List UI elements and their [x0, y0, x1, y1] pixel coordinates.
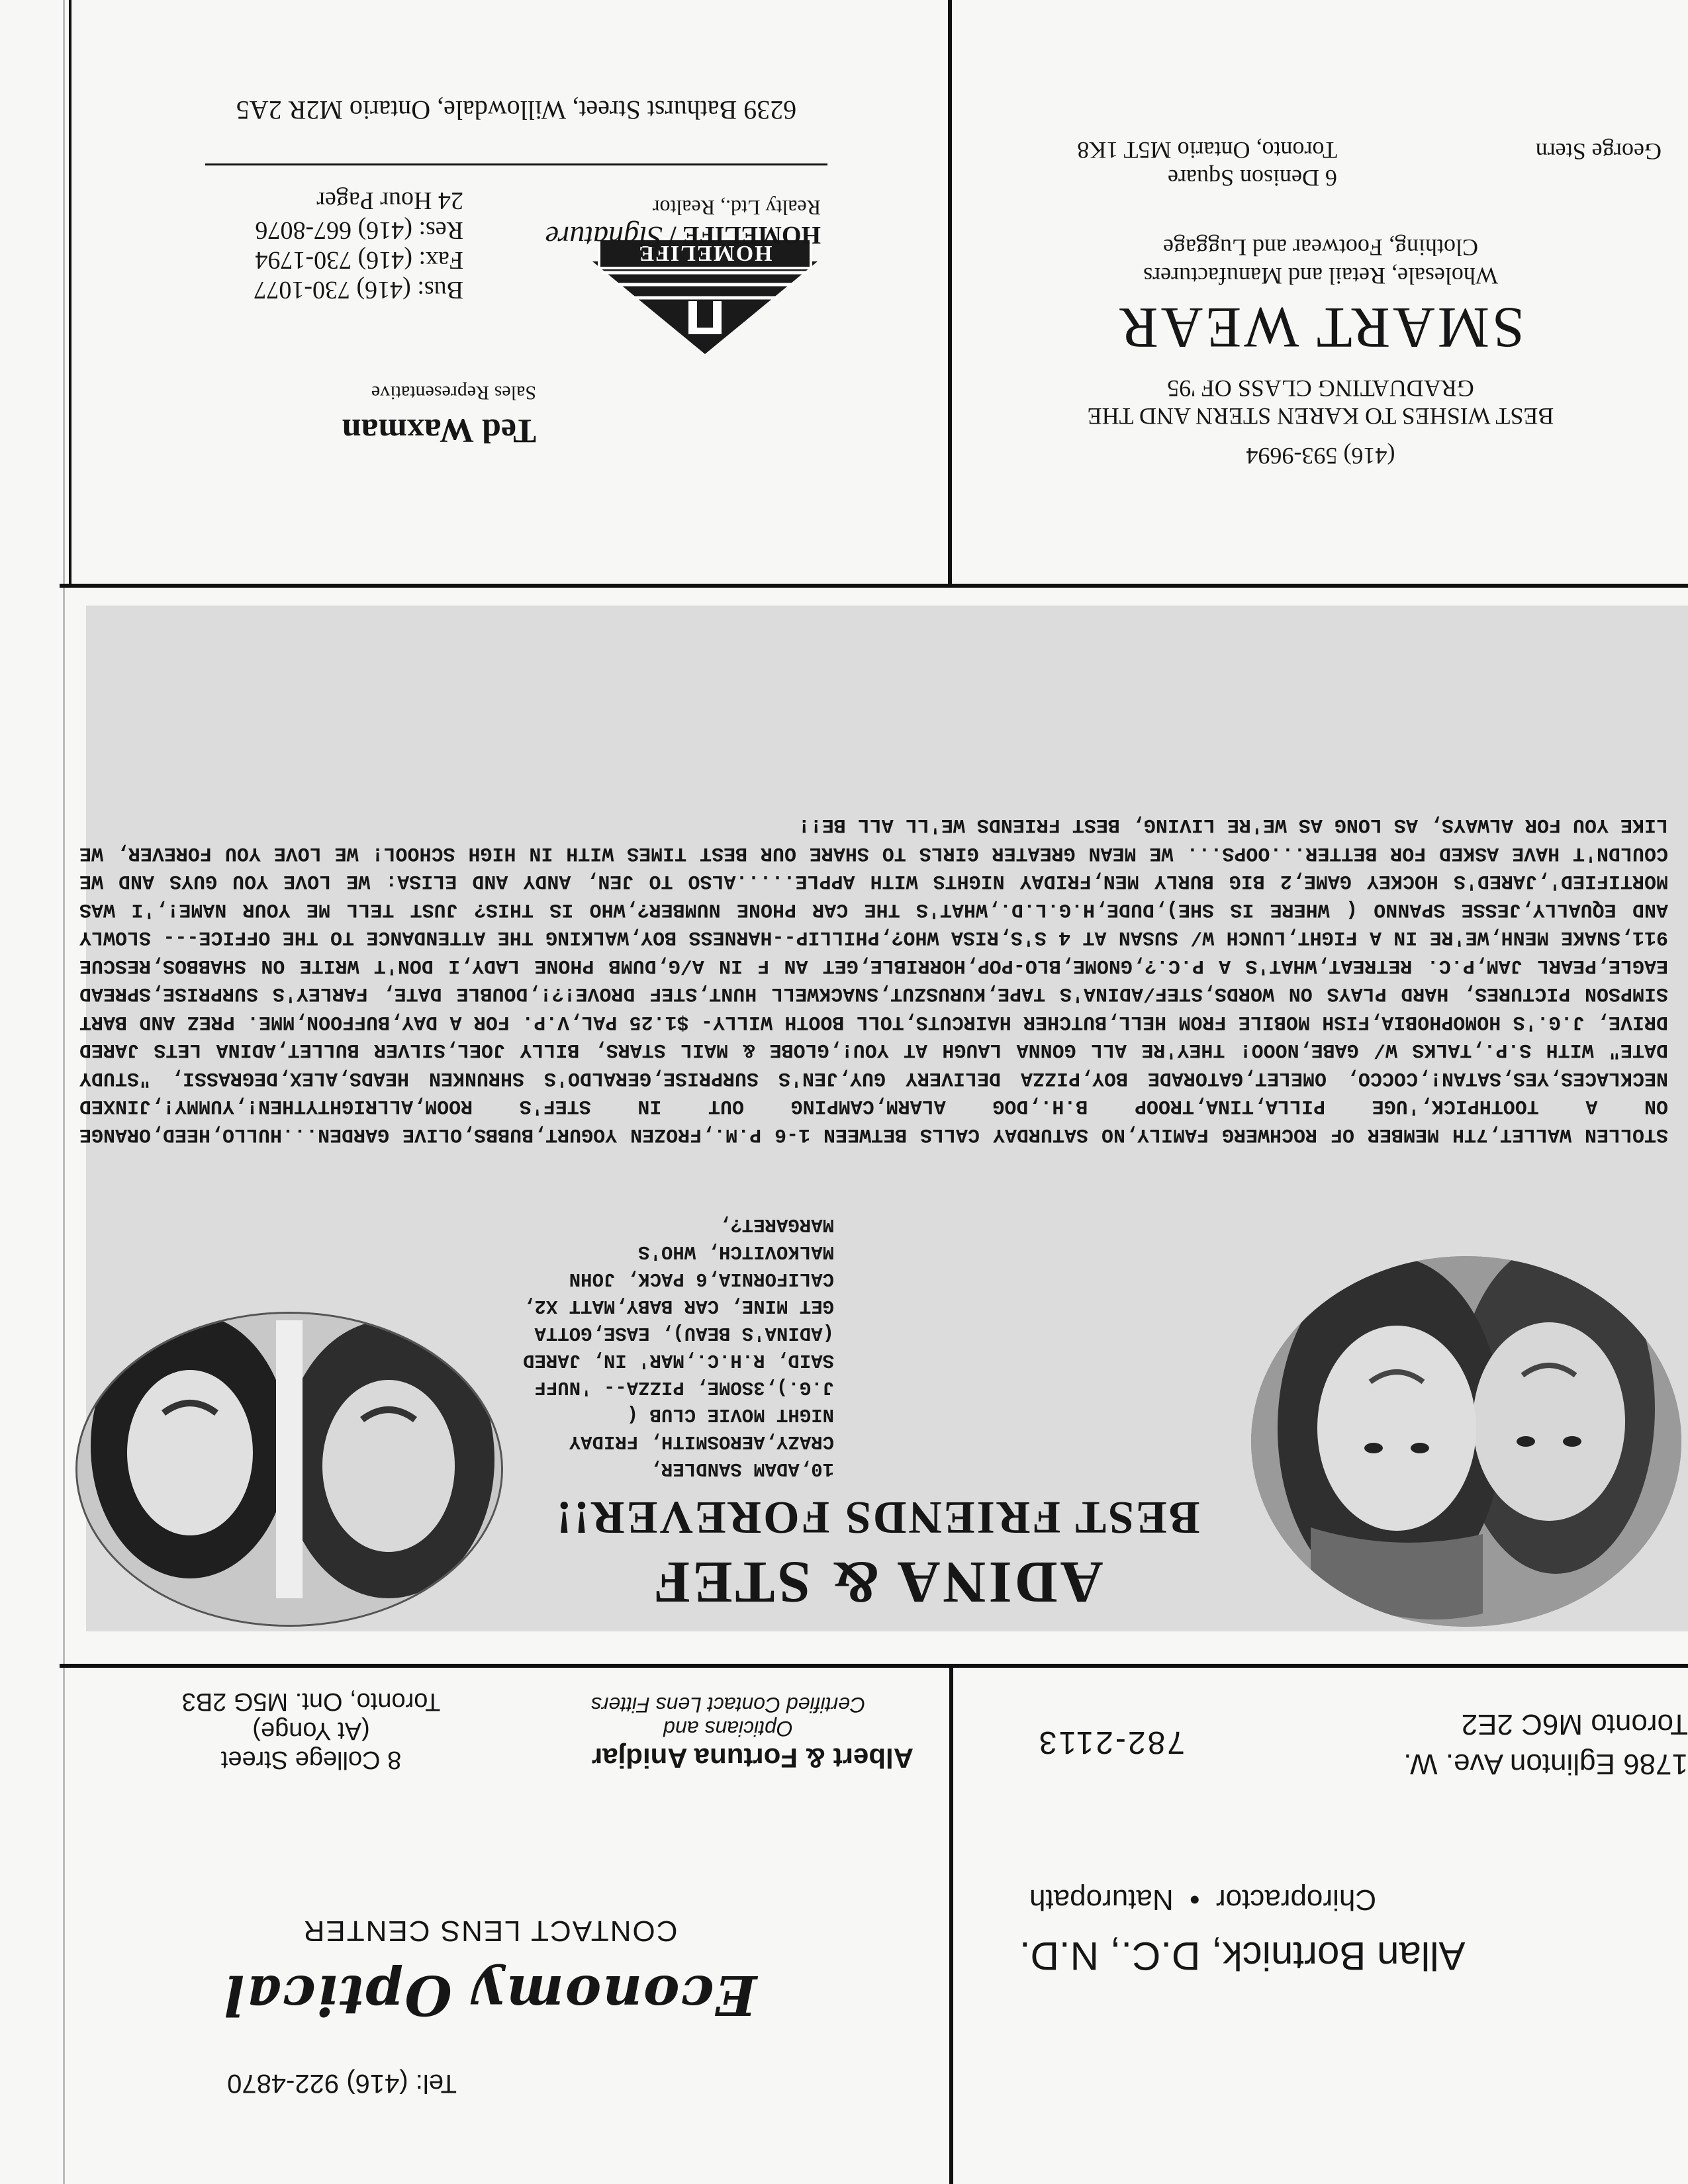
smartwear-phone: (416) 593-9694	[1246, 443, 1395, 469]
smartwear-address-2: Toronto, Ontario M5T 1K8	[1077, 137, 1337, 163]
divider-top-vertical	[949, 1665, 953, 2184]
feature-title: ADINA & STEF	[651, 1549, 1103, 1615]
photo-two-girls	[1251, 1256, 1681, 1627]
realtor-rule	[205, 163, 827, 165]
left-margin-line	[63, 0, 65, 2184]
optical-owners-title-1: Opticians and	[663, 1717, 793, 1741]
optical-owners: Albert & Fortuna Anidjar	[591, 1743, 914, 1774]
realtor-company-2: Realty Ltd., Realtor	[652, 196, 821, 220]
smartwear-wish-2: GRADUATING CLASS OF '95	[1167, 375, 1474, 402]
divider-top	[60, 1664, 1688, 1668]
smartwear-address-1: 6 Denison Square	[1168, 165, 1337, 191]
smartwear-contact: George Stern	[1535, 138, 1662, 165]
realtor-company	[545, 220, 821, 255]
optical-owners-title-2: Certified Contact Lens Fitters	[590, 1693, 866, 1717]
optical-address-2: (At Yonge)	[252, 1717, 370, 1745]
smartwear-wish-1: BEST WISHES TO KAREN STERN AND THE	[1087, 403, 1554, 430]
optical-phone: Tel: (416) 922-4870	[227, 2069, 457, 2098]
realtor-bus-phone: Bus: (416) 730-1077	[254, 276, 463, 304]
right-edge-line	[69, 0, 71, 588]
chiropractor-address-2: Toronto M6C 2E2	[1461, 1708, 1688, 1741]
smartwear-line-1: Wholesale, Retail and Manufacturers	[1143, 263, 1498, 289]
chiropractor-name: Allan Bortnick, D.C., N.D.	[1019, 1934, 1466, 1978]
divider-bottom	[60, 584, 1688, 588]
divider-bottom-vertical	[948, 0, 952, 588]
realtor-fax: Fax: (416) 730-1794	[255, 246, 463, 274]
realtor-pager: 24 Hour Pager	[316, 187, 463, 214]
chiropractor-address-1: 1786 Eglinton Ave. W.	[1403, 1748, 1688, 1780]
realtor-company-name: HOMELIFE /	[669, 221, 821, 249]
realtor-res-phone: Res: (416) 667-8076	[255, 216, 463, 244]
realtor-title: Sales Representative	[371, 382, 536, 404]
realtor-company-script: Signature	[545, 220, 663, 254]
chiropractor-specialties: Chiropractor • Naturopath	[1029, 1884, 1377, 1916]
optical-logo: Economy Optical	[222, 1963, 757, 2026]
optical-subtitle: CONTACT LENS CENTER	[302, 1915, 678, 1947]
feature-subtitle: BEST FRIENDS FOREVER!!	[554, 1492, 1200, 1543]
feature-paragraph: STOLLEN WALLET,7TH MEMBER OF ROCHWERG FAMILY,NO SATURDAY CALLS BETWEEN 1-6 P.M.,FROZEN YOGURT,BUBBS,OLIVE GARDEN...HULLO,HEED,ORANGE ON A TOOTHPICK,'UGE PILLA,TINA,TROOP B.H.,DOG ALARM,CAMPING OUT IN STEF'S ROOM,ALLRIGHTYTHEN!,YUMMY!,JINXED NECKLACES,YES,SATAN!,COCCO, OMELET,GATORADE BOY,PIZZA DELIVERY GUY,JEN'S SURPRISE,GERALDO'S SHRUNKEN HEADS,ALEX,DEGRASSI, "STUDY DATE" WITH S.P.,TALKS W/ GABE,NOOO! THEY'RE ALL GONNA LAUGH AT YOU!,GLOBE & MAIL STARS, BILLY JOEL,SILVER BULLET,ADINA LETS JARED DRIVE, J.G.'S HOMOPHOBIA,FISH MOBILE FROM HELL,BUTCHER HAIRCUTS,TOLL BOOTH WILLY- $1.25 PAL,V.P. FOR A DAY,BUFFOON,MME. PREZ AND BART SIMPSON PICTURES, HARD PLAYS ON WORDS,STEF/ADINA'S TAPE,KURUSZUT,SNACKWELL HUNT,STEF DROVE!?!,DOUBLE DATE, FARLEY'S SURPRISE,SPREAD EAGLE,PEARL JAM,P.C. RETREAT,WHAT'S A P.C.?,GNOME,BLO-POP,HORRIBLE,GET AN F IN A/G,DUMB PHONE LADY,I DON'T WRITE ON SHABBOS,RESCUE 911,SNAKE MENH,WE'RE IN A FIGHT,LUNCH W/ SUSAN AT 4 S'S,RISA WHO?,PHILLIP--HARNESS BOY,WALKING THE ATTENDANCE TO THE OFFICE--- SLOWLY AND EQUALLY,JESSE SPANNO ( WHERE IS SHE),DUDE,H.G.L.D.,WHAT'S THE CAR PHONE NUMBER?,WHO IS THIS? JUST TELL ME YOUR NAME!,'I WAS MORTIFIED',JARED'S HOCKEY GAME,2 BIG BURLY MEN,FRIDAY NIGHTS WITH APPLE.....ALSO TO JEN, ANDY AND ELISA: WE LOVE YOU GUYS AND WE COULDN'T HAVE ASKED FOR BETTER...OOPS... WE MEAN GREATER GIRLS TO SHARE OUR BEST TIMES WITH IN HIGH SCHOOL! WE LOVE YOU FOREVER, WE LIKE YOU FOR ALWAYS, AS LONG AS WE'RE LIVING, BEST FRIENDS WE'LL ALL BE!!	[79, 813, 1668, 1146]
realtor-address: 6239 Bathurst Street, Willowdale, Ontario M2R 2A5	[236, 95, 797, 125]
smartwear-line-2: Clothing, Footwear and Luggage	[1163, 234, 1478, 261]
optical-address-3: Toronto, Ont. M5G 2B3	[181, 1688, 441, 1715]
realtor-name: Ted Waxman	[342, 412, 536, 449]
photo-girls-with-sign	[75, 1312, 503, 1627]
homelife-logo-text: HOMELIFE	[637, 241, 773, 265]
photo-girls-with-sign-drawing	[77, 1314, 501, 1625]
chiropractor-phone: 782-2113	[1037, 1725, 1185, 1760]
smartwear-brand: SMART WEAR	[1117, 295, 1524, 359]
optical-address-1: 8 College Street	[220, 1746, 402, 1774]
feature-list: 10,ADAM SANDLER, CRAZY,AEROSMITH, FRIDAY NIGHT MOVIE CLUB ( J.G.),3SOME, PIZZA-- 'NUFF SAID, R.H.C.,MAR' IN, JARED (ADINA'S BEAU), EASE,GOTTA GET MINE, CAR BABY,MATT X2, CALIFORNIA,6 PACK, JOHN MALKOVITCH, WHO'S MARGARET?,	[523, 1214, 834, 1480]
photo-two-girls-drawing	[1251, 1256, 1681, 1627]
